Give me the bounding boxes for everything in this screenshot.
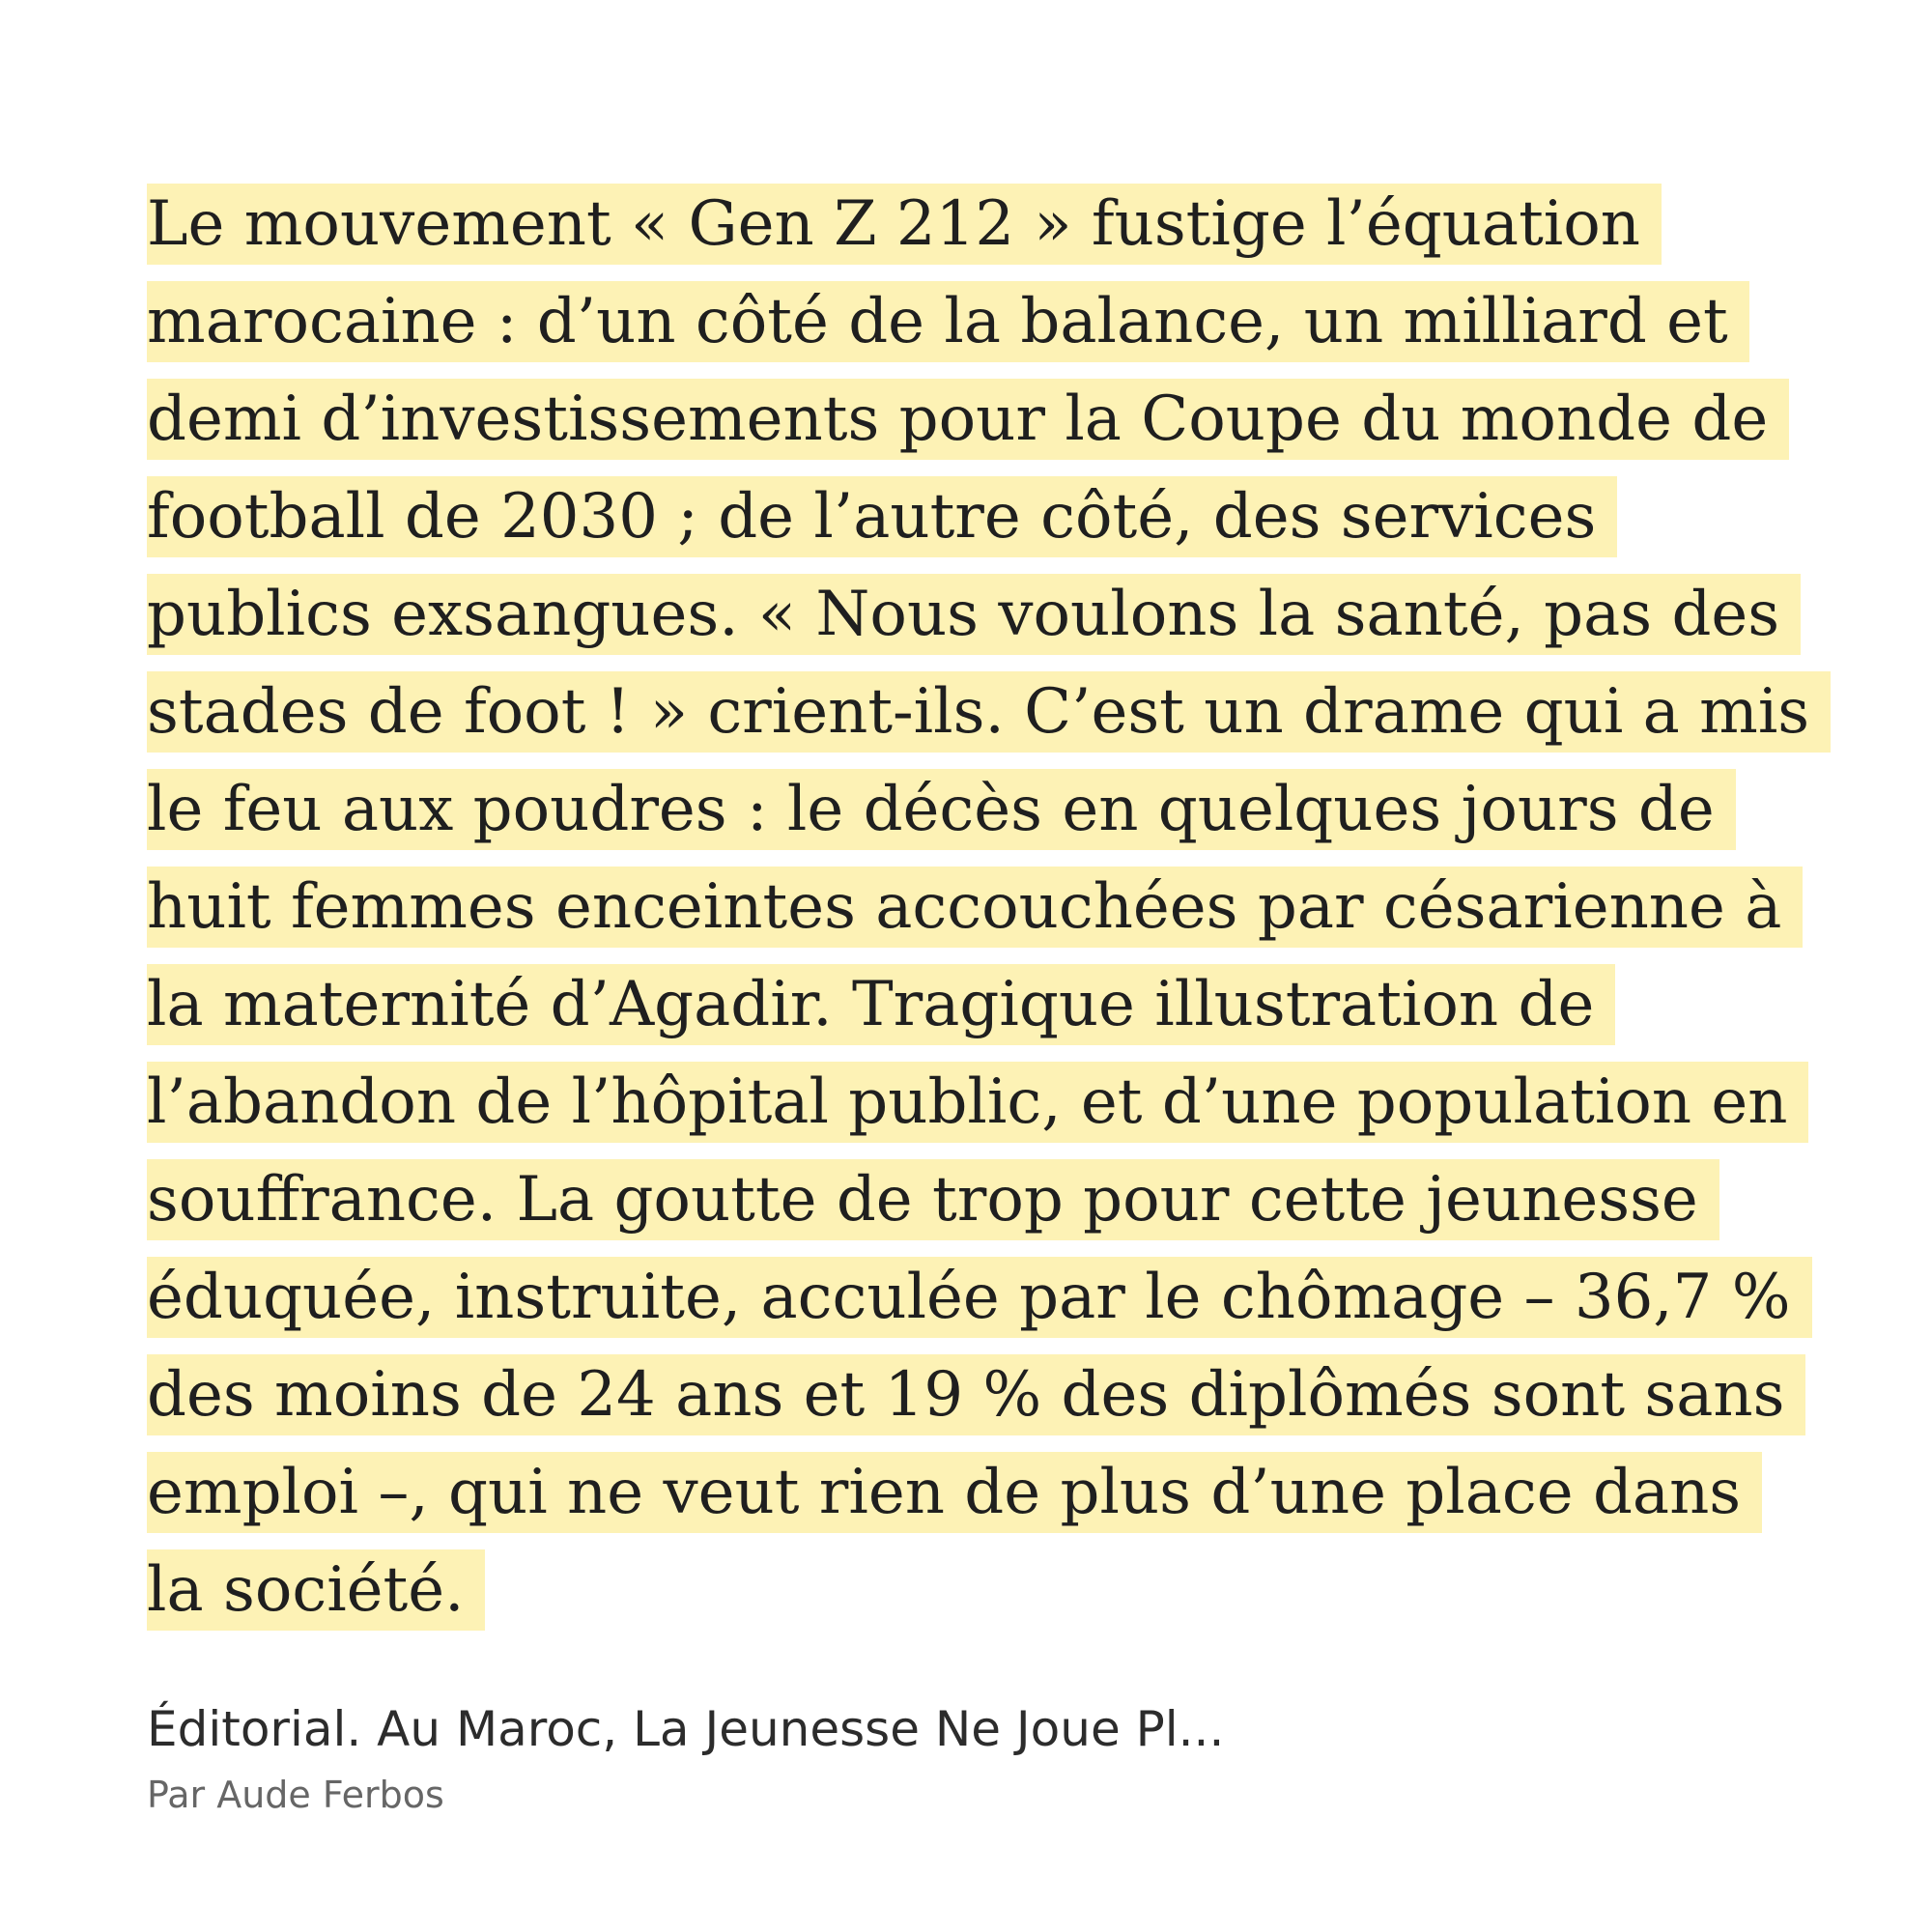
highlighted-quote (147, 184, 1831, 1647)
highlighted-text: la maternité d’Agadir. Tragique illustration de (147, 964, 1615, 1045)
quote-line (147, 184, 1831, 281)
highlighted-text: marocaine : d’un côté de la balance, un milliard et (147, 281, 1749, 362)
quote-line (147, 574, 1831, 671)
quote-line (147, 281, 1831, 379)
quote-line (147, 1354, 1831, 1452)
highlighted-text: Le mouvement « Gen Z 212 » fustige l’équation (147, 184, 1662, 265)
quote-line (147, 1257, 1831, 1354)
highlighted-text: publics exsangues. « Nous voulons la santé, pas des (147, 574, 1801, 655)
highlighted-text: éduquée, instruite, acculée par le chômage – 36,7 % (147, 1257, 1812, 1338)
quote-line (147, 769, 1831, 867)
quote-line (147, 964, 1831, 1062)
highlighted-text: demi d’investissements pour la Coupe du monde de (147, 379, 1789, 460)
highlighted-text: huit femmes enceintes accouchées par césarienne à (147, 867, 1803, 948)
quote-line (147, 1159, 1831, 1257)
article-source[interactable] (147, 1695, 1224, 1819)
highlighted-text: des moins de 24 ans et 19 % des diplômés sont sans (147, 1354, 1805, 1435)
article-author: Par Aude Ferbos (147, 1774, 444, 1816)
quote-line (147, 671, 1831, 769)
quote-line (147, 1452, 1831, 1549)
highlighted-text: la société. (147, 1549, 485, 1631)
highlighted-text: souffrance. La goutte de trop pour cette jeunesse (147, 1159, 1719, 1240)
quote-line (147, 1062, 1831, 1159)
highlighted-text: l’abandon de l’hôpital public, et d’une population en (147, 1062, 1808, 1143)
quote-line (147, 1549, 1831, 1647)
quote-line (147, 476, 1831, 574)
highlighted-text: le feu aux poudres : le décès en quelques jours de (147, 769, 1736, 850)
highlighted-text: football de 2030 ; de l’autre côté, des services (147, 476, 1617, 557)
highlighted-text: stades de foot ! » crient-ils. C’est un drame qui a mis (147, 671, 1831, 753)
article-title[interactable]: Éditorial. Au Maroc, La Jeunesse Ne Joue Pl... (147, 1701, 1225, 1757)
highlighted-text: emploi –, qui ne veut rien de plus d’une place dans (147, 1452, 1762, 1533)
quote-line (147, 867, 1831, 964)
quote-line (147, 379, 1831, 476)
